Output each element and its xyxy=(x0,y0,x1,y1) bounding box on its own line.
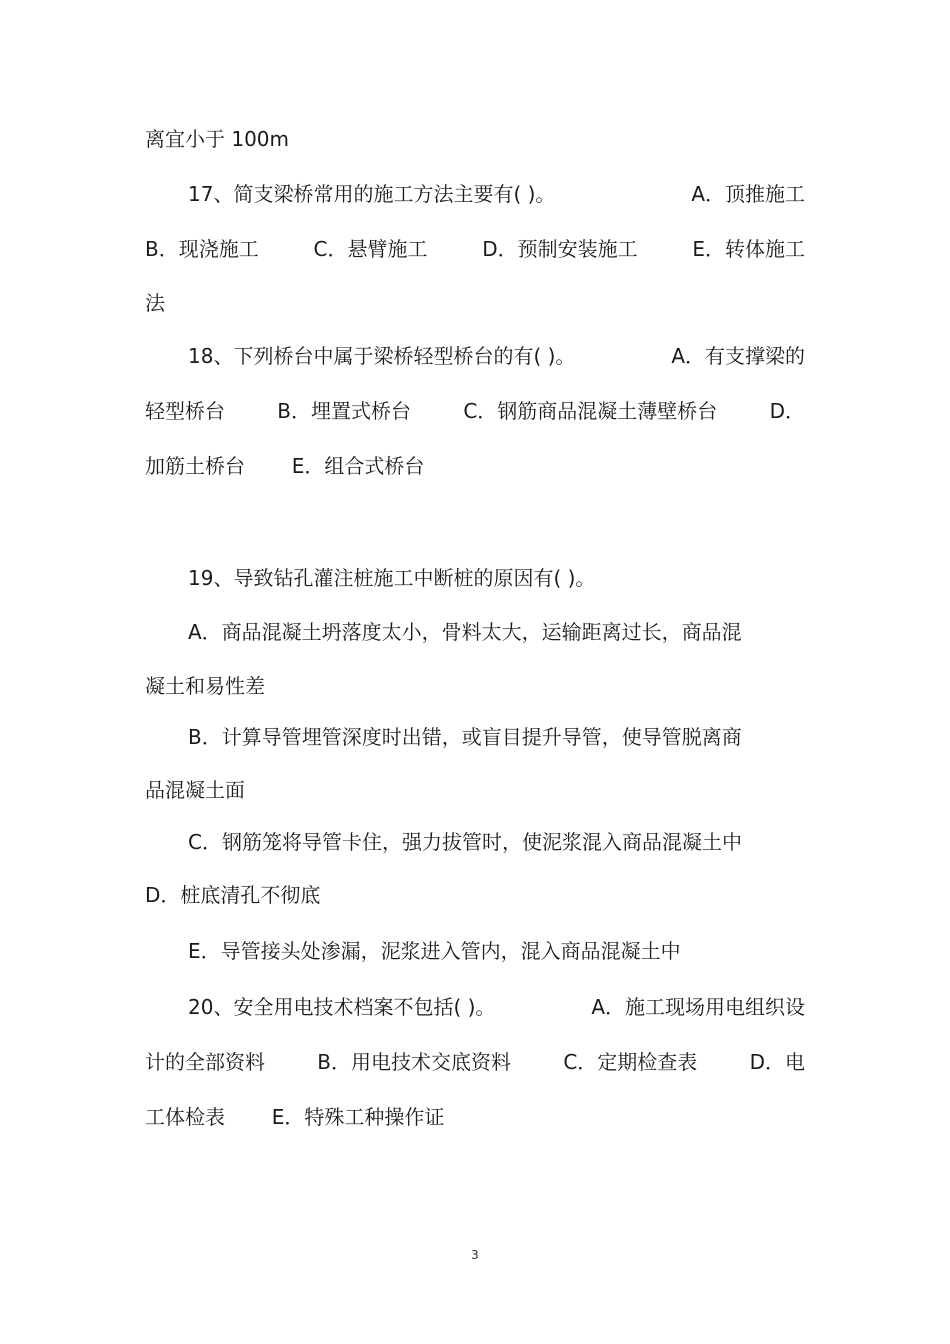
option-e: E．组合式桥台 xyxy=(291,454,425,478)
question-20-stem: 20、安全用电技术档案不包括( )。 xyxy=(188,995,496,1019)
question-20-line xyxy=(188,994,805,1020)
option-a: A．施工现场用电组织设 xyxy=(591,995,805,1019)
option-b: B．现浇施工 xyxy=(145,237,259,261)
text-fragment: C．钢筋笼将导管卡住，强力拔管时，使泥浆混入商品混凝土中 xyxy=(188,830,742,854)
text-fragment: 工体检表 xyxy=(145,1105,225,1129)
question-19-line xyxy=(188,565,805,591)
question-18-options-line xyxy=(145,453,805,479)
option-e xyxy=(188,938,805,964)
option-d xyxy=(145,882,805,908)
text-fragment: A．商品混凝土坍落度太小，骨料太大，运输距离过长，商品混 xyxy=(188,620,742,644)
option-a: A．顶推施工 xyxy=(691,182,805,206)
question-19-stem: 19、导致钻孔灌注桩施工中断桩的原因有( )。 xyxy=(188,566,596,590)
option-b: B．埋置式桥台 xyxy=(277,399,412,423)
text-fragment: 加筋土桥台 xyxy=(145,454,245,478)
option-d: D．电 xyxy=(749,1050,805,1074)
text-line xyxy=(145,673,805,699)
question-18-options-line xyxy=(145,398,805,424)
question-18-stem: 18、下列桥台中属于梁桥轻型桥台的有( )。 xyxy=(188,344,576,368)
question-17-stem: 17、简支梁桥常用的施工方法主要有( )。 xyxy=(188,182,556,206)
text-fragment: 法 xyxy=(145,291,165,315)
option-a: A．有支撑梁的 xyxy=(671,344,805,368)
text-fragment: 离宜小于 100m xyxy=(145,127,290,151)
option-b: B．用电技术交底资料 xyxy=(317,1050,512,1074)
option-a xyxy=(188,619,805,645)
question-17-options-line xyxy=(145,236,805,262)
text-line xyxy=(145,290,805,316)
option-e: E．特殊工种操作证 xyxy=(271,1105,445,1129)
text-line xyxy=(145,777,805,803)
text-line xyxy=(145,126,805,152)
page-number: 3 xyxy=(471,1248,479,1262)
option-d: D．预制安装施工 xyxy=(482,237,638,261)
text-fragment: 轻型桥台 xyxy=(145,399,225,423)
option-e: E．转体施工 xyxy=(692,237,805,261)
text-fragment: 凝土和易性差 xyxy=(145,674,265,698)
option-c xyxy=(188,829,805,855)
text-fragment: B．计算导管埋管深度时出错，或盲目提升导管，使导管脱离商 xyxy=(188,725,742,749)
question-17-line xyxy=(188,181,805,207)
text-fragment: D．桩底清孔不彻底 xyxy=(145,883,321,907)
question-20-options-line xyxy=(145,1049,805,1075)
text-fragment: E．导管接头处渗漏，泥浆进入管内，混入商品混凝土中 xyxy=(188,939,681,963)
option-c: C．钢筋商品混凝土薄壁桥台 xyxy=(463,399,718,423)
question-20-options-line xyxy=(145,1104,805,1130)
option-b xyxy=(188,724,805,750)
option-c: C．定期检查表 xyxy=(563,1050,698,1074)
text-fragment: 品混凝土面 xyxy=(145,778,245,802)
option-c: C．悬臂施工 xyxy=(313,237,428,261)
option-d: D． xyxy=(769,399,805,423)
text-fragment: 计的全部资料 xyxy=(145,1050,265,1074)
question-18-line xyxy=(188,343,805,369)
